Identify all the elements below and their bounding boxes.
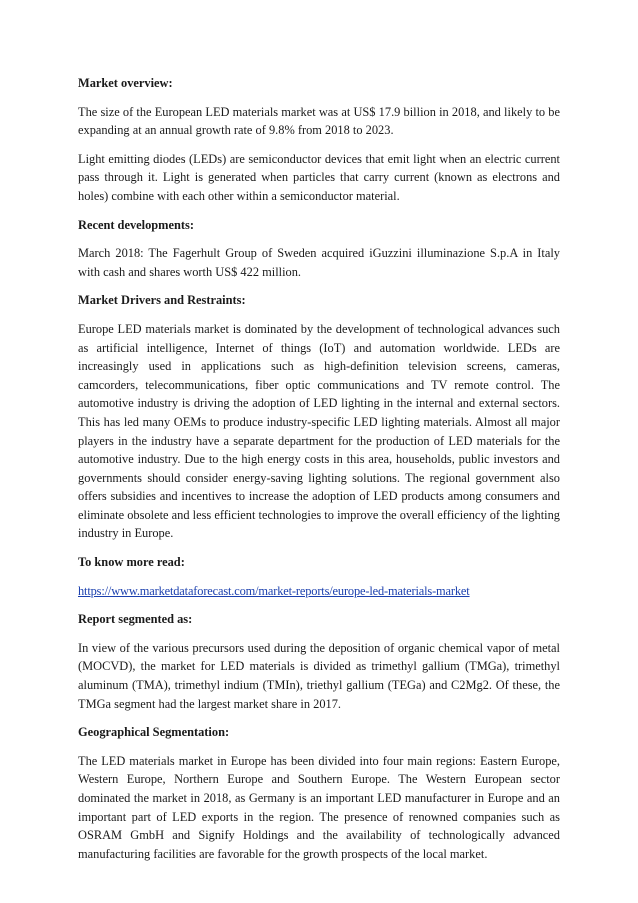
paragraph-segmentation: In view of the various precursors used during the deposition of organic chemical vapor of metal (MOCVD), the market for LED materials is divided as trimethyl gallium (TMGa), trimethyl aluminum (TMA), trimethyl indium (TMIn), triethyl gallium (TEGa) and C2Mg2. Of these, the TMGa segment had the largest market share in 2017. [78,640,560,711]
heading-recent-developments: Recent developments: [78,217,194,232]
heading-geographical: Geographical Segmentation: [78,725,230,740]
heading-market-overview: Market overview: [78,76,173,90]
report-link[interactable]: https://www.marketdataforecast.com/market-reports/europe-led-materials-market [78,583,470,598]
paragraph-geography: The LED materials market in Europe has been divided into four main regions: Eastern Europe, Western Europe, Northern Europe and Southern Europe. The Western European sector dominated the market in 2018, as Germany is an important LED manufacturer in Europe and an important part of LED exports in the region. The presence of renowned companies such as OSRAM GmbH and Signify Holdings and the availability of technologically advanced manufacturing facilities are favorable for the growth prospects of the local market. [78,753,560,861]
document-page [78,74,560,873]
paragraph-drivers: Europe LED materials market is dominated by the development of technological advances such as artificial intelligence, Internet of things (IoT) and automation worldwide. LEDs are increasingly used in applications such as high-definition television screens, cameras, camcorders, telecommunications, fiber optic communications and TV remote control. The automotive industry is driving the adoption of LED lighting in the internal and external sectors. This has led many OEMs to produce industry-specific LED lighting materials. Almost all major players in the industry have a separate department for the production of LED materials for the automotive industry. Due to the high energy costs in this area, households, public investors and governments should consider energy-saving lighting solutions. The regional government also offers subsidies and incentives to increase the adoption of LED products among consumers and eliminate obsolete and less efficient technologies to improve the overall efficiency of the lighting industry in Europe. [78,321,560,541]
paragraph-market-size: The size of the European LED materials market was at US$ 17.9 billion in 2018, and likely to be expanding at an annual growth rate of 9.8% from 2018 to 2023. [78,104,560,138]
paragraph-led-definition: Light emitting diodes (LEDs) are semiconductor devices that emit light when an electric current pass through it. Light is generated when particles that carry current (known as electrons and holes) combine with each other within a semiconductor material. [78,151,560,203]
heading-drivers-restraints: Market Drivers and Restraints: [78,293,246,308]
paragraph-acquisition: March 2018: The Fagerhult Group of Sweden acquired iGuzzini illuminazione S.p.A in Italy with cash and shares worth US$ 422 million. [78,246,560,279]
heading-know-more: To know more read: [78,555,185,570]
heading-report-segmented: Report segmented as: [78,612,193,627]
